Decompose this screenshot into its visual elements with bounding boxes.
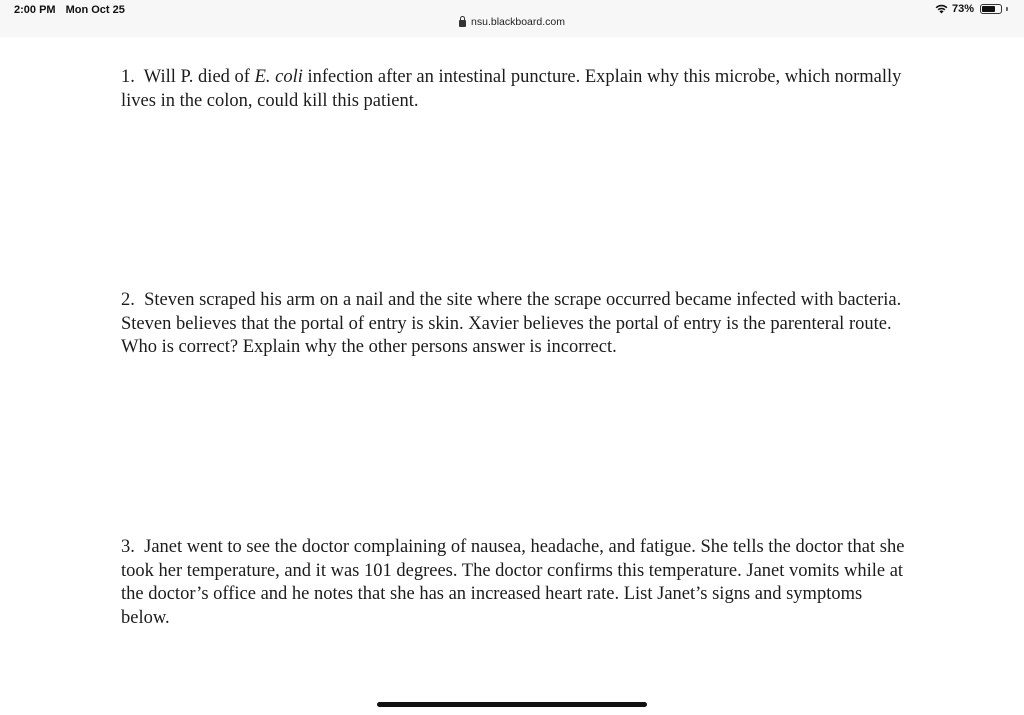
question-2 — [121, 289, 911, 360]
question-text: Steven scraped his arm on a nail and the site where the scrape occurred became infected with bacteria. Steven believes that the portal of entry is skin. Xavier believes the portal of entry is the parenteral route. Who is correct? Explain why the other persons answer is incorrect. — [121, 290, 902, 357]
question-number: 1. — [121, 67, 135, 87]
status-time-date — [14, 4, 125, 16]
status-indicators — [935, 3, 1008, 15]
status-date: Mon Oct 25 — [65, 4, 125, 16]
question-1 — [121, 66, 911, 113]
question-text-part: Will P. died of — [143, 67, 255, 87]
home-indicator[interactable] — [377, 702, 647, 707]
question-number: 2. — [121, 290, 135, 310]
question-number: 3. — [121, 537, 135, 557]
question-text: Janet went to see the doctor complaining of nausea, headache, and fatigue. She tells the doctor that she took her temperature, and it was 101 degrees. The doctor confirms this temperature. Janet vomits while at the doctor’s office and he notes that she has an increased heart rate. List Janet’s signs and symptoms below. — [121, 537, 905, 628]
battery-percent: 73% — [951, 3, 974, 15]
question-3 — [121, 536, 911, 630]
lock-icon — [459, 20, 466, 27]
address-bar[interactable] — [0, 16, 1024, 28]
organism-name: E. coli — [254, 67, 303, 87]
question-text-part: infection after an intestinal puncture. Explain why this microbe, which normally lives in the colon, could kill this patient. — [121, 67, 902, 111]
battery-level-fill — [982, 6, 995, 12]
status-time: 2:00 PM — [14, 4, 56, 16]
wifi-icon — [935, 4, 948, 14]
top-bar — [0, 0, 1024, 37]
battery-nub — [1006, 7, 1008, 11]
battery-icon — [980, 4, 1002, 14]
url-text[interactable]: nsu.blackboard.com — [471, 16, 565, 28]
